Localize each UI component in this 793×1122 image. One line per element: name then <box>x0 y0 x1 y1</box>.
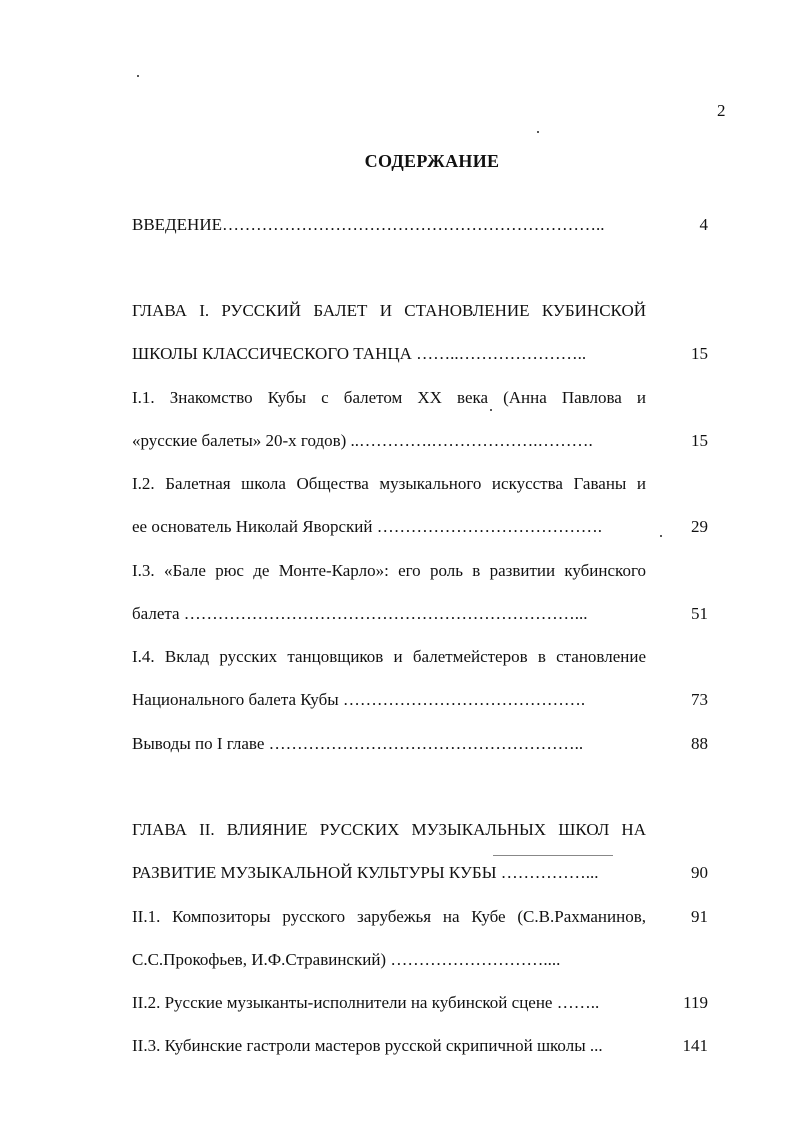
toc-entry-section-1-1-line-1: I.1. Знакомство Кубы с балетом XX века (Анна Павлова и <box>132 388 646 407</box>
toc-entry-section-1-3-line-1: I.3. «Бале рюс де Монте-Карло»: его роль в развитии кубинского <box>132 561 646 580</box>
toc-page-section-1-1: 15 <box>691 431 708 450</box>
toc-entry-section-1-4-line-1: I.4. Вклад русских танцовщиков и балетмейстеров в становление <box>132 647 646 666</box>
toc-entry-chapter-2-line-2: РАЗВИТИЕ МУЗЫКАЛЬНОЙ КУЛЬТУРЫ КУБЫ ……………... <box>132 863 599 882</box>
scan-speck <box>137 75 139 77</box>
toc-entry-chapter-2-line-1: ГЛАВА II. ВЛИЯНИЕ РУССКИХ МУЗЫКАЛЬНЫХ ШКОЛ НА <box>132 820 646 839</box>
toc-entry-section-2-1-line-1: II.1. Композиторы русского зарубежья на Кубе (С.В.Рахманинов, <box>132 907 646 926</box>
toc-entry-section-1-2-line-1: I.2. Балетная школа Общества музыкального искусства Гаваны и <box>132 474 646 493</box>
toc-entry-section-2-3: II.3. Кубинские гастроли мастеров русской скрипичной школы ... <box>132 1036 603 1055</box>
toc-page-section-2-2: 119 <box>683 993 708 1012</box>
toc-page-section-2-3: 141 <box>682 1036 708 1055</box>
toc-page-section-2-1: 91 <box>691 907 708 926</box>
toc-page-chapter-1: 15 <box>691 344 708 363</box>
toc-entry-section-1-2-line-2: ее основатель Николай Яворский …………………………………. <box>132 517 602 536</box>
toc-entry-section-1-4-line-2: Национального балета Кубы ……………………………………. <box>132 690 586 709</box>
toc-entry-chapter-1-line-1: ГЛАВА I. РУССКИЙ БАЛЕТ И СТАНОВЛЕНИЕ КУБИНСКОЙ <box>132 301 646 320</box>
scan-speck <box>490 409 492 411</box>
scan-speck <box>537 131 539 133</box>
toc-entry-section-2-2: II.2. Русские музыканты-исполнители на кубинской сцене …….. <box>132 993 600 1012</box>
scan-speck <box>660 535 662 537</box>
toc-title: СОДЕРЖАНИЕ <box>364 151 500 171</box>
toc-page-introduction: 4 <box>699 215 708 234</box>
toc-page-section-1-4: 73 <box>691 690 708 709</box>
toc-page-section-1-3: 51 <box>691 604 708 623</box>
toc-page-chapter-2: 90 <box>691 863 708 882</box>
toc-entry-introduction: ВВЕДЕНИЕ………………………………………………………….. <box>132 215 605 234</box>
scan-smudge <box>493 855 613 856</box>
toc-entry-chapter-1-line-2: ШКОЛЫ КЛАССИЧЕСКОГО ТАНЦА ……..………………….. <box>132 344 587 363</box>
page-number: 2 <box>717 101 726 120</box>
toc-entry-section-1-3-line-2: балета ……………………………………………………………... <box>132 604 588 623</box>
toc-entry-conclusions-chapter-1: Выводы по I главе ……………………………………………….. <box>132 734 584 753</box>
toc-page-section-1-2: 29 <box>691 517 708 536</box>
toc-entry-section-2-1-line-2: С.С.Прокофьев, И.Ф.Стравинский) ……………………….... <box>132 950 561 969</box>
toc-entry-section-1-1-line-2: «русские балеты» 20-х годов) ..………….……………….………. <box>132 431 593 450</box>
toc-page-conclusions-chapter-1: 88 <box>691 734 708 753</box>
